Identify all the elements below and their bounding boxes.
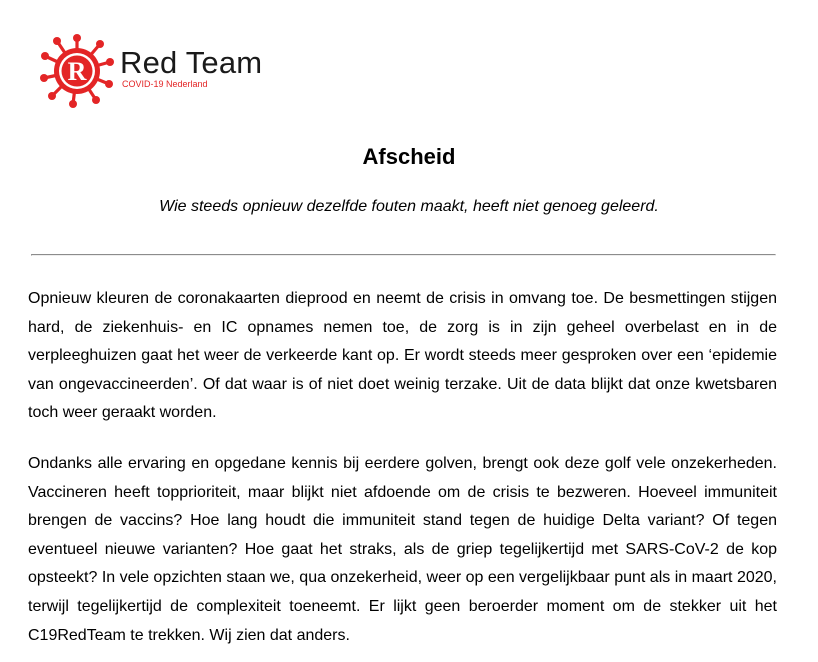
divider <box>31 254 776 256</box>
page-subtitle: Wie steeds opnieuw dezelfde fouten maakt, heeft niet genoeg geleerd. <box>159 198 659 215</box>
paragraph-2: Ondanks alle ervaring en opgedane kennis bij eerdere golven, brengt ook deze golf vele onzekerheden. Vaccineren heeft topprioriteit, maar blijkt niet afdoende om de crisis te bezweren. Hoeveel immuniteit brengen de vaccins? Hoe lang houdt die immuniteit stand tegen de huidige Delta variant? Of tegen eventueel nieuwe varianten? Hoe gaat het straks, als de griep tegelijkertijd met SARS-CoV-2 de kop opsteekt? In vele opzichten staan we, qua onzekerheid, weer op een vergelijkbaar punt als in maart 2020, terwijl tegelijkertijd de complexiteit toeneemt. Er lijkt geen beroerder moment om de stekker uit het C19RedTeam te trekken. Wij zien dat anders. <box>28 455 777 644</box>
brand-subtitle: COVID-19 Nederland <box>122 79 208 89</box>
red-team-logo <box>40 32 300 110</box>
logo-letter: R <box>67 57 87 86</box>
brand-name: Red Team <box>120 45 263 80</box>
paragraph-1: Opnieuw kleuren de coronakaarten dieprood en neemt de crisis in omvang toe. De besmettingen stijgen hard, de ziekenhuis- en IC opnames nemen toe, de zorg is in zijn geheel overbelast en in de verpleeghuizen gaat het weer de verkeerde kant op. Er wordt steeds meer gesproken over een ‘epidemie van ongevaccineerden’. Of dat waar is of niet doet weinig terzake. Uit de data blijkt dat onze kwetsbaren toch weer geraakt worden. <box>28 290 777 422</box>
page-title: Afscheid <box>362 144 456 169</box>
virus-logo-icon <box>40 32 118 108</box>
